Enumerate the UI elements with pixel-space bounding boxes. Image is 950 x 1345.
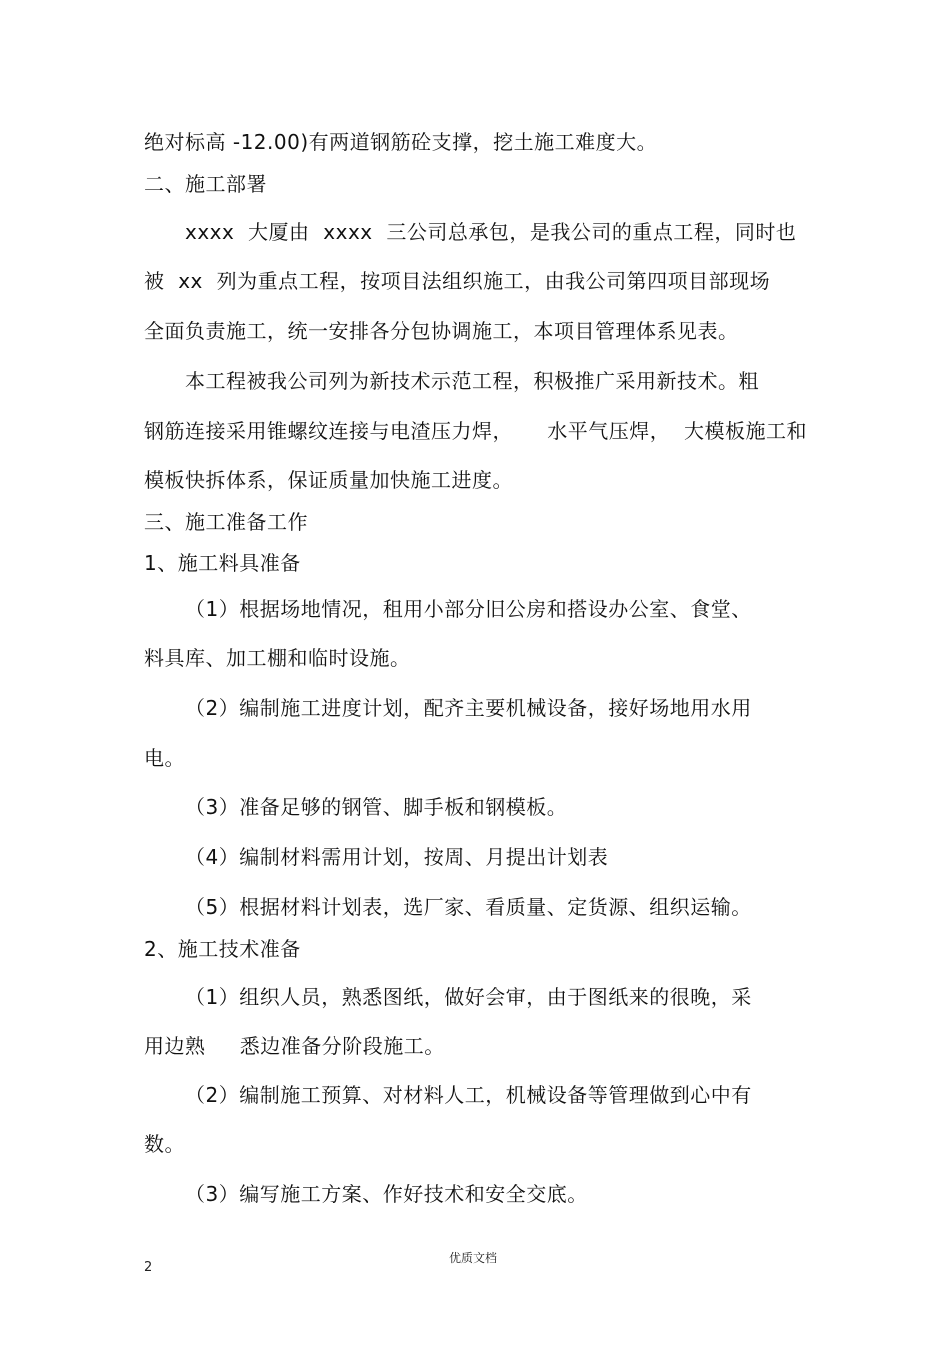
list-item: （2）编制施工预算、对材料人工，机械设备等管理做到心中有	[185, 1083, 752, 1107]
list-item: （4）编制材料需用计划，按周、月提出计划表	[185, 845, 609, 869]
body-line: 绝对标高 -12.00)有两道钢筋砼支撑，挖土施工难度大。	[144, 130, 658, 154]
list-item: （3）编写施工方案、作好技术和安全交底。	[185, 1182, 588, 1206]
body-line: 本工程被我公司列为新技术示范工程，积极推广采用新技术。粗	[185, 369, 759, 393]
body-line: 用边熟 悉边准备分阶段施工。	[144, 1034, 445, 1058]
body-line: 全面负责施工，统一安排各分包协调施工，本项目管理体系见表。	[144, 319, 739, 343]
list-item: （3）准备足够的钢管、脚手板和钢模板。	[185, 795, 568, 819]
body-line: 被 xx 列为重点工程，按项目法组织施工，由我公司第四项目部现场	[144, 269, 771, 293]
subsection-heading: 1、施工料具准备	[144, 551, 301, 575]
section-heading: 二、施工部署	[144, 172, 267, 196]
footer-label: 优质文档	[449, 1251, 498, 1265]
body-line: 模板快拆体系，保证质量加快施工进度。	[144, 468, 513, 492]
section-heading: 三、施工准备工作	[144, 510, 308, 534]
list-item: （2）编制施工进度计划，配齐主要机械设备，接好场地用水用	[185, 696, 752, 720]
page-number: 2	[144, 1260, 153, 1275]
list-item: （5）根据材料计划表，选厂家、看质量、定货源、组织运输。	[185, 895, 752, 919]
body-line: 电。	[144, 746, 185, 770]
body-line: 钢筋连接采用锥螺纹连接与电渣压力焊， 水平气压焊， 大模板施工和	[144, 419, 808, 443]
subsection-heading: 2、施工技术准备	[144, 937, 301, 961]
list-item: （1）根据场地情况，租用小部分旧公房和搭设办公室、食堂、	[185, 597, 752, 621]
body-line: 数。	[144, 1132, 185, 1156]
body-line: xxxx 大厦由 xxxx 三公司总承包，是我公司的重点工程，同时也	[185, 220, 797, 244]
list-item: （1）组织人员，熟悉图纸，做好会审，由于图纸来的很晚，采	[185, 985, 752, 1009]
body-line: 料具库、加工棚和临时设施。	[144, 646, 411, 670]
